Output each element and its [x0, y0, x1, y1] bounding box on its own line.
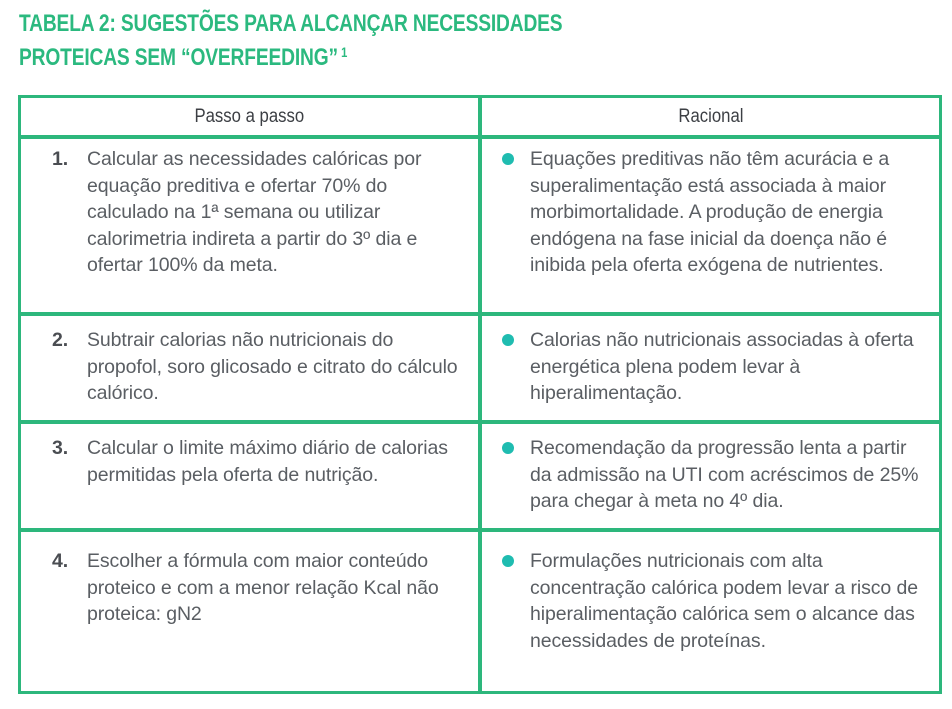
column-divider: [478, 98, 482, 691]
header-label: Racional: [677, 105, 744, 127]
table-row-4-step: [52, 548, 452, 628]
step-text: Escolher a fórmula com maior conteúdo proteico e com a menor relação Kcal não proteica: gN2: [87, 550, 439, 625]
step-number: 1.: [52, 148, 69, 170]
rationale-text: Recomendação da progressão lenta a partir da admissão na UTI com acréscimos de 25% para chegar à meta no 4º dia.: [530, 437, 919, 512]
step-number: 3.: [52, 437, 69, 459]
table-row-2-rationale: [502, 327, 922, 407]
header-racional: [482, 98, 939, 135]
table-title: [19, 9, 562, 72]
table-row-1-rationale: [502, 146, 932, 279]
step-text: Subtrair calorias não nutricionais do propofol, soro glicosado e citrato do cálculo calórico.: [87, 329, 458, 404]
footnote-marker: 1: [341, 44, 348, 60]
rationale-text: Equações preditivas não têm acurácia e a superalimentação está associada à maior morbimortalidade. A produção de energia endógena na fase inicial da doença não é inibida pela oferta exógena de nutrientes.: [530, 148, 890, 276]
rationale-text: Formulações nutricionais com alta concentração calórica podem levar a risco de hiperalimentação calórica sem o alcance das necessidades de proteínas.: [530, 550, 918, 652]
row-divider-1: [21, 312, 939, 316]
header-passo-a-passo: [21, 98, 478, 135]
table-row-2-step: [52, 327, 472, 407]
bullet-icon: [502, 334, 514, 346]
suggestions-table: [18, 95, 942, 694]
rationale-text: Calorias não nutricionais associadas à oferta energética plena podem levar à hiperalimentação.: [530, 329, 914, 404]
header-divider: [21, 135, 939, 139]
bullet-icon: [502, 442, 514, 454]
step-text: Calcular as necessidades calóricas por equação preditiva e ofertar 70% do calculado na 1ª semana ou utilizar calorimetria indireta a partir do 3º dia e ofertar 100% da meta.: [87, 148, 422, 276]
table-row-1-step: [52, 146, 472, 279]
row-divider-2: [21, 420, 939, 424]
step-number: 4.: [52, 550, 69, 572]
table-row-4-rationale: [502, 548, 934, 654]
title-line-2-text: PROTEICAS SEM “OVERFEEDING”: [19, 44, 338, 71]
row-divider-3: [21, 528, 939, 532]
title-line-1: TABELA 2: SUGESTÕES PARA ALCANÇAR NECESSIDADES: [19, 10, 563, 37]
step-number: 2.: [52, 329, 69, 351]
bullet-icon: [502, 555, 514, 567]
title-line-2: [19, 38, 562, 72]
table-row-3-rationale: [502, 435, 932, 515]
table-row-3-step: [52, 435, 452, 488]
bullet-icon: [502, 153, 514, 165]
step-text: Calcular o limite máximo diário de calorias permitidas pela oferta de nutrição.: [87, 437, 448, 486]
header-label: Passo a passo: [194, 105, 305, 127]
